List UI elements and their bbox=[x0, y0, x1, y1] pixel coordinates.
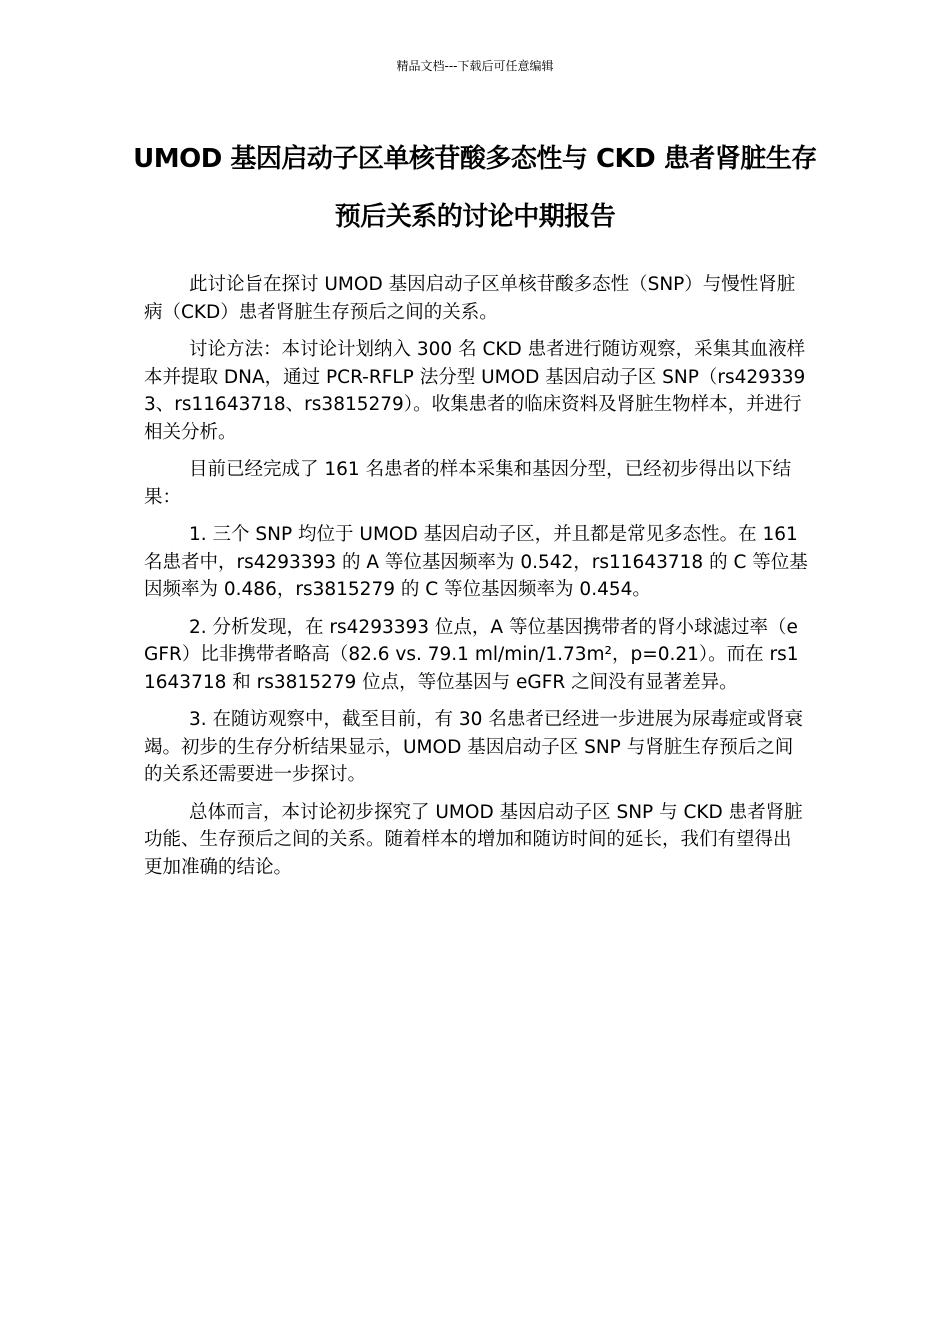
page-header-note: 精品文档---下载后可任意编辑 bbox=[396, 59, 554, 73]
paragraph-conclusion: 总体而言，本讨论初步探究了 UMOD 基因启动子区 SNP 与 CKD 患者肾脏功能、生存预后之间的关系。随着样本的增加和随访时间的延长，我们有望得出更加准确的结论。 bbox=[144, 801, 803, 878]
paragraph-result-3: 3. 在随访观察中，截至目前，有 30 名患者已经进一步进展为尿毒症或肾衰竭。初步的生存分析结果显示，UMOD 基因启动子区 SNP 与肾脏生存预后之间的关系还需要进一步探讨。 bbox=[144, 709, 803, 785]
paragraph-progress: 目前已经完成了 161 名患者的样本采集和基因分型，已经初步得出以下结果： bbox=[144, 459, 792, 508]
paragraph-methods: 讨论方法：本讨论计划纳入 300 名 CKD 患者进行随访观察，采集其血液样本并提取 DNA，通过 PCR-RFLP 法分型 UMOD 基因启动子区 SNP（rs4293393、rs11643718、rs3815279）。收集患者的临床资料及肾脏生物样本，并进行相关分析。 bbox=[144, 339, 806, 443]
document-title: UMOD 基因启动子区单核苷酸多态性与 CKD 患者肾脏生存预后关系的讨论中期报告 bbox=[133, 144, 817, 232]
paragraph-result-1: 1. 三个 SNP 均位于 UMOD 基因启动子区，并且都是常见多态性。在 161 名患者中，rs4293393 的 A 等位基因频率为 0.542，rs11643718 的 C 等位基因频率为 0.486，rs3815279 的 C 等位基因频率为 0.454。 bbox=[144, 524, 808, 600]
paragraph-intro: 此讨论旨在探讨 UMOD 基因启动子区单核苷酸多态性（SNP）与慢性肾脏病（CKD）患者肾脏生存预后之间的关系。 bbox=[144, 274, 796, 323]
paragraph-result-2: 2. 分析发现，在 rs4293393 位点，A 等位基因携带者的肾小球滤过率（eGFR）比非携带者略高（82.6 vs. 79.1 ml/min/1.73m²，p=0.21）。而在 rs11643718 和 rs3815279 位点，等位基因与 eGFR 之间没有显著差异。 bbox=[144, 616, 799, 693]
document-body bbox=[144, 271, 808, 891]
